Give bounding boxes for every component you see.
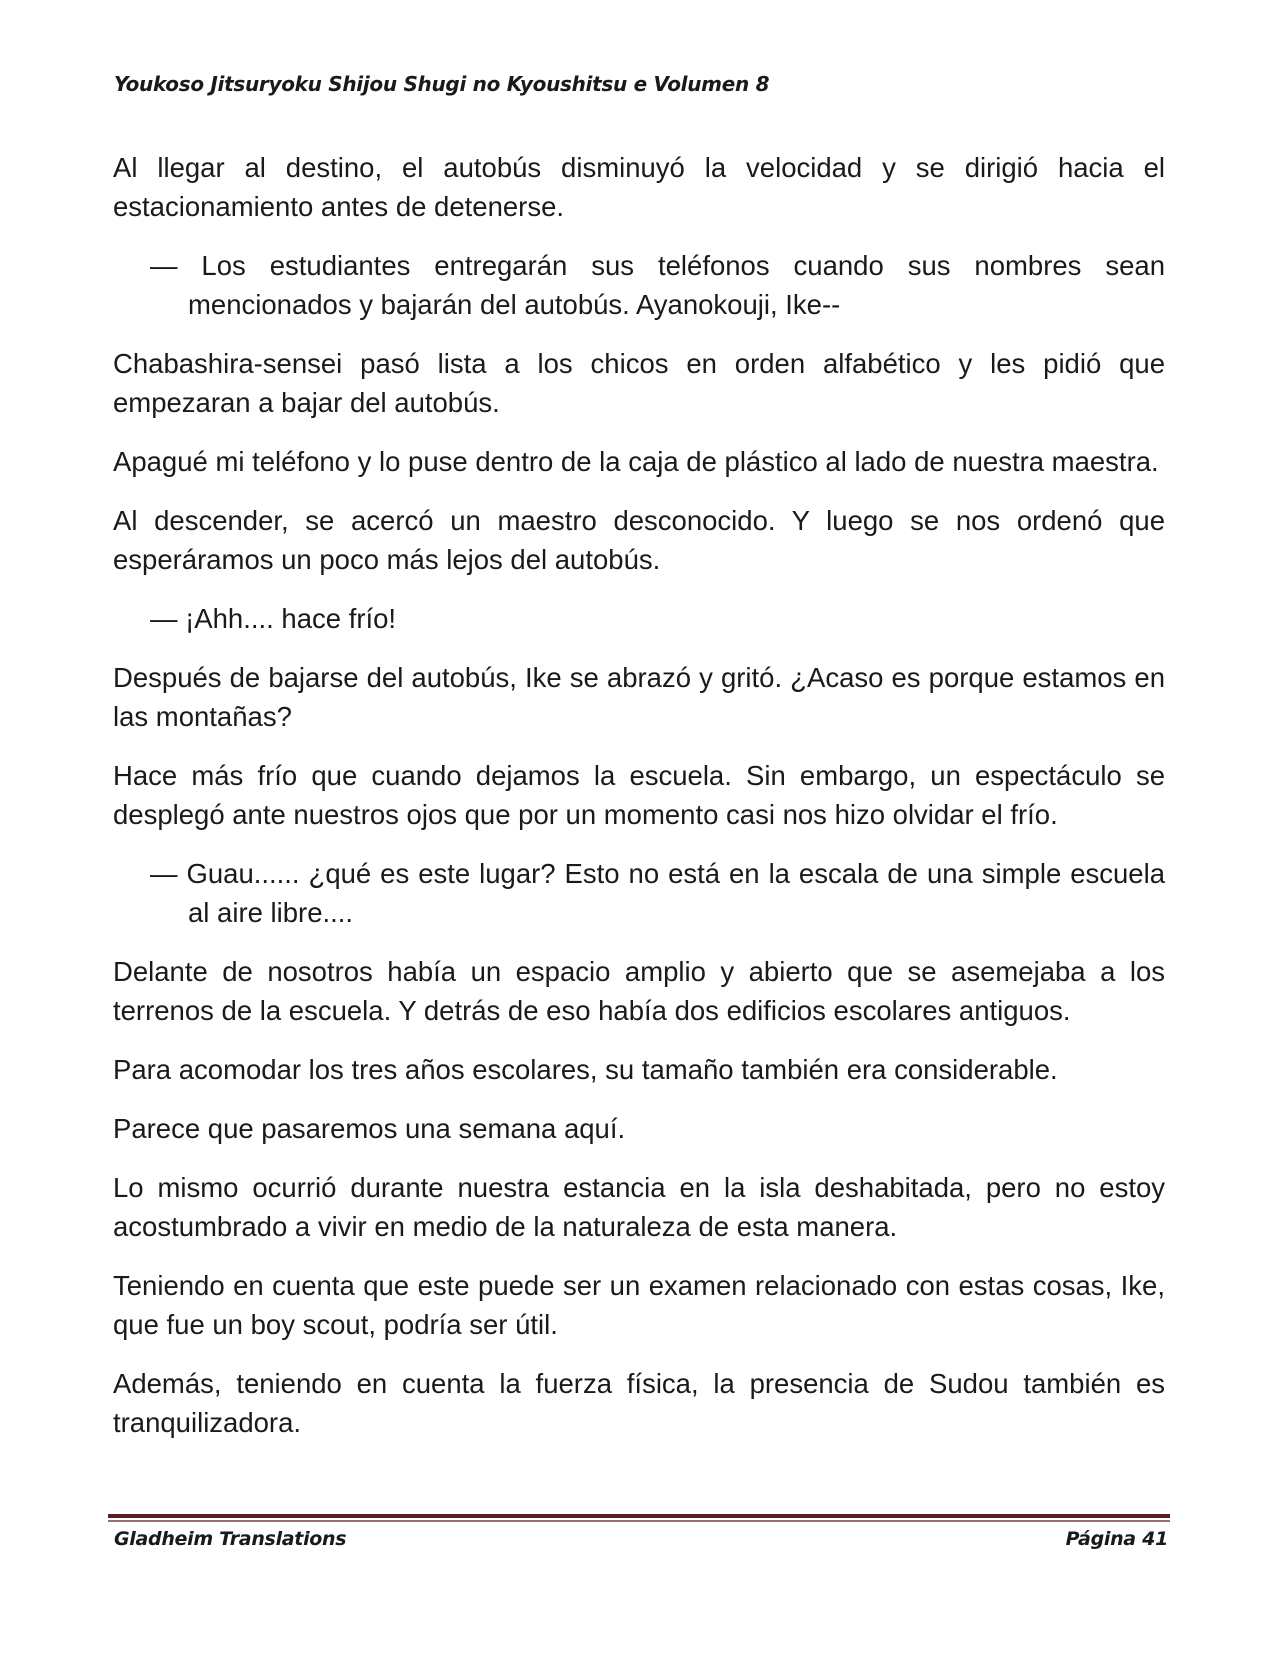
- footer-divider-thin: [108, 1520, 1170, 1522]
- footer-divider: [108, 1514, 1170, 1522]
- paragraph: Apagué mi teléfono y lo puse dentro de la caja de plástico al lado de nuestra maestra.: [113, 446, 1159, 477]
- paragraph: Al descender, se acercó un maestro desconocido. Y luego se nos ordenó que esperáramos un poco más lejos del autobús.: [113, 505, 1165, 575]
- paragraph: Lo mismo ocurrió durante nuestra estancia en la isla deshabitada, pero no estoy acostumbrado a vivir en medio de la naturaleza de esta manera.: [113, 1172, 1165, 1242]
- dialogue-line: — ¡Ahh.... hace frío!: [150, 603, 397, 634]
- running-header-title: Youkoso Jitsuryoku Shijou Shugi no Kyoushitsu e Volumen 8: [114, 72, 770, 96]
- footer-translator: Gladheim Translations: [114, 1528, 347, 1550]
- dialogue-line: — Los estudiantes entregarán sus teléfonos cuando sus nombres sean mencionados y bajarán del autobús. Ayanokouji, Ike--: [150, 250, 1165, 320]
- dialogue-line: — Guau...... ¿qué es este lugar? Esto no está en la escala de una simple escuela al aire libre....: [150, 858, 1165, 928]
- paragraph: Para acomodar los tres años escolares, su tamaño también era considerable.: [113, 1054, 1058, 1085]
- body-text: [113, 148, 1165, 1462]
- paragraph: Parece que pasaremos una semana aquí.: [113, 1113, 626, 1144]
- footer-page-number: Página 41: [1065, 1528, 1168, 1550]
- paragraph: Delante de nosotros había un espacio amplio y abierto que se asemejaba a los terrenos de la escuela. Y detrás de eso había dos edificios escolares antiguos.: [113, 956, 1165, 1026]
- paragraph: Teniendo en cuenta que este puede ser un examen relacionado con estas cosas, Ike, que fue un boy scout, podría ser útil.: [113, 1270, 1165, 1340]
- paragraph: Después de bajarse del autobús, Ike se abrazó y gritó. ¿Acaso es porque estamos en las montañas?: [113, 662, 1165, 732]
- paragraph: Al llegar al destino, el autobús disminuyó la velocidad y se dirigió hacia el estacionamiento antes de detenerse.: [113, 152, 1165, 222]
- footer-divider-thick: [108, 1514, 1170, 1518]
- paragraph: Hace más frío que cuando dejamos la escuela. Sin embargo, un espectáculo se desplegó ante nuestros ojos que por un momento casi nos hizo olvidar el frío.: [113, 760, 1165, 830]
- paragraph: Chabashira-sensei pasó lista a los chicos en orden alfabético y les pidió que empezaran a bajar del autobús.: [113, 348, 1165, 418]
- paragraph: Además, teniendo en cuenta la fuerza física, la presencia de Sudou también es tranquilizadora.: [113, 1368, 1165, 1438]
